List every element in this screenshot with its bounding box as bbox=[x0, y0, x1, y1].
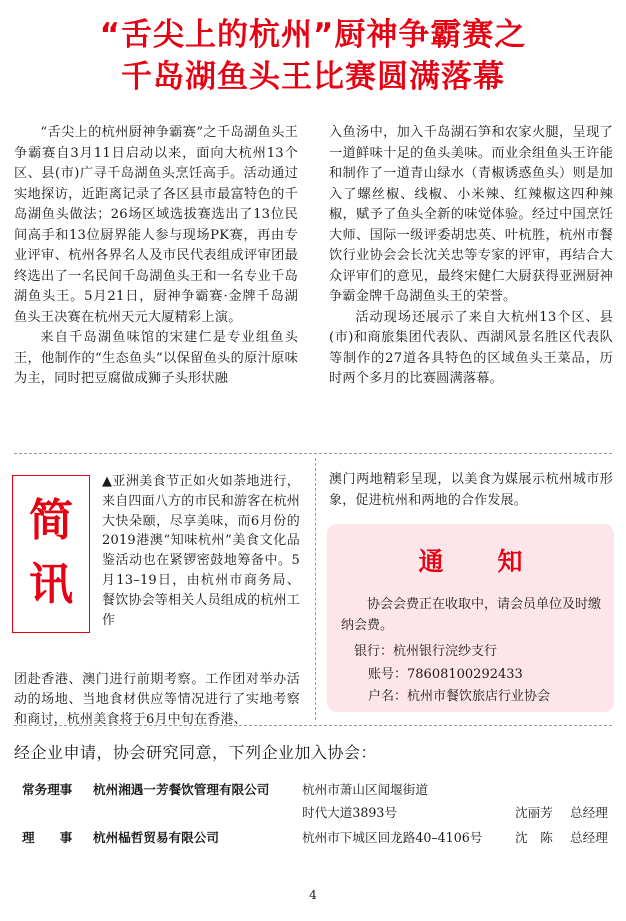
brief-label-char: 简 bbox=[29, 495, 73, 546]
member-address: 时代大道3893号 bbox=[302, 805, 398, 820]
brief-text-continued: 澳门两地精彩呈现，以美食为媒展示杭州城市形象，促进杭州和两地的合作发展。 bbox=[329, 472, 613, 508]
member-role: 常务理事 bbox=[22, 782, 73, 797]
member-contact: 沈 陈 bbox=[515, 830, 553, 845]
member-role: 理 事 bbox=[22, 830, 73, 845]
notice-account-name: 户名：杭州市餐饮旅店行业协会 bbox=[368, 689, 551, 704]
member-title: 总经理 bbox=[570, 805, 608, 820]
column-divider bbox=[315, 458, 316, 720]
member-address: 杭州市萧山区闻堰街道 bbox=[302, 782, 428, 797]
brief-text-full: 团赴香港、澳门进行前期考察。工作团对举办活动的场地、当地食材供应等情况进行了实地考察和商讨，杭州美食将于6月中旬在香港、 bbox=[14, 672, 300, 727]
article-left-column bbox=[14, 123, 298, 390]
member-company: 杭州榀哲贸易有限公司 bbox=[93, 830, 219, 845]
notice-title: 通知 bbox=[418, 547, 577, 576]
headline-line-2: 千岛湖鱼头王比赛圆满落幕 bbox=[121, 59, 505, 95]
member-contact: 沈丽芳 bbox=[515, 805, 553, 820]
notice-body bbox=[341, 594, 603, 636]
brief-label-box bbox=[12, 475, 90, 633]
members-heading: 经企业申请，协会研究同意，下列企业加入协会： bbox=[14, 743, 378, 762]
article-paragraph: 来自千岛湖鱼味馆的宋建仁是专业组鱼头王，他制作的“生态鱼头”以保留鱼头的原汁原味为主，同时把豆腐做成狮子头形状融 bbox=[14, 330, 298, 386]
notice-box bbox=[327, 524, 614, 712]
page-number: 4 bbox=[309, 888, 317, 902]
article-paragraph: 入鱼汤中，加入千岛湖石笋和农家火腿，呈现了一道鲜味十足的鱼头美味。而业余组鱼头王许能和制作了一道青山绿水（青椒诱惑鱼头）则是加入了螺丝椒、线椒、小米辣、红辣椒这四种辣椒，赋予了鱼头全新的味觉体验。经过中国烹饪大师、国际一级评委胡忠英、叶杭胜，杭州市餐饮行业协会会长沈关忠等专家的评审，再结合大众评审们的意见，最终宋健仁大厨获得亚洲厨神争霸金牌千岛湖鱼头王的荣誉。 bbox=[329, 125, 613, 304]
brief-label-char: 讯 bbox=[29, 559, 73, 610]
member-address: 杭州市下城区回龙路40–4106号 bbox=[302, 830, 483, 845]
article-right-column bbox=[329, 123, 613, 390]
member-title: 总经理 bbox=[570, 830, 608, 845]
brief-text-wrapped: ▲亚洲美食节正如火如荼地进行，来自四面八方的市民和游客在杭州大快朵颐，尽享美味，而6月份的2019港澳“知味杭州”美食文化品鉴活动也在紧锣密鼓地筹备中。5月13–19日，由杭州市商务局、餐饮协会等相关人员组成的杭州工作 bbox=[102, 474, 301, 628]
notice-text: 协会会费正在收取中，请会员单位及时缴纳会费。 bbox=[341, 597, 602, 633]
article-paragraph: “舌尖上的杭州厨神争霸赛”之千岛湖鱼头王争霸赛自3月11日启动以来，面向大杭州13个区、县(市)广寻千岛湖鱼头烹饪高手。活动通过实地探访，近距离记录了各区县市最富特色的千岛湖鱼头做法；26场区域选拔赛选出了13位民间高手和13位厨界能人参与现场PK赛，再由专业评审、杭州各界名人及市民代表组成评审团最终选出了一名民间千岛湖鱼头王和一名专业千岛湖鱼头王。5月21日，厨神争霸赛·金牌千岛湖鱼头王决赛在杭州天元大厦精彩上演。 bbox=[14, 125, 298, 325]
member-company: 杭州湘遇一芳餐饮管理有限公司 bbox=[93, 782, 270, 797]
article-paragraph: 活动现场还展示了来自大杭州13个区、县(市)和商旅集团代表队、西湖风景名胜区代表队等制作的27道各具特色的区域鱼头王菜品，历时两个多月的比赛圆满落幕。 bbox=[329, 309, 613, 386]
notice-account: 账号：78608100292433 bbox=[368, 667, 523, 682]
notice-bank: 银行：杭州银行浣纱支行 bbox=[354, 644, 498, 659]
headline-line-1: “舌尖上的杭州”厨神争霸赛之 bbox=[99, 17, 527, 53]
section-divider bbox=[14, 453, 612, 454]
